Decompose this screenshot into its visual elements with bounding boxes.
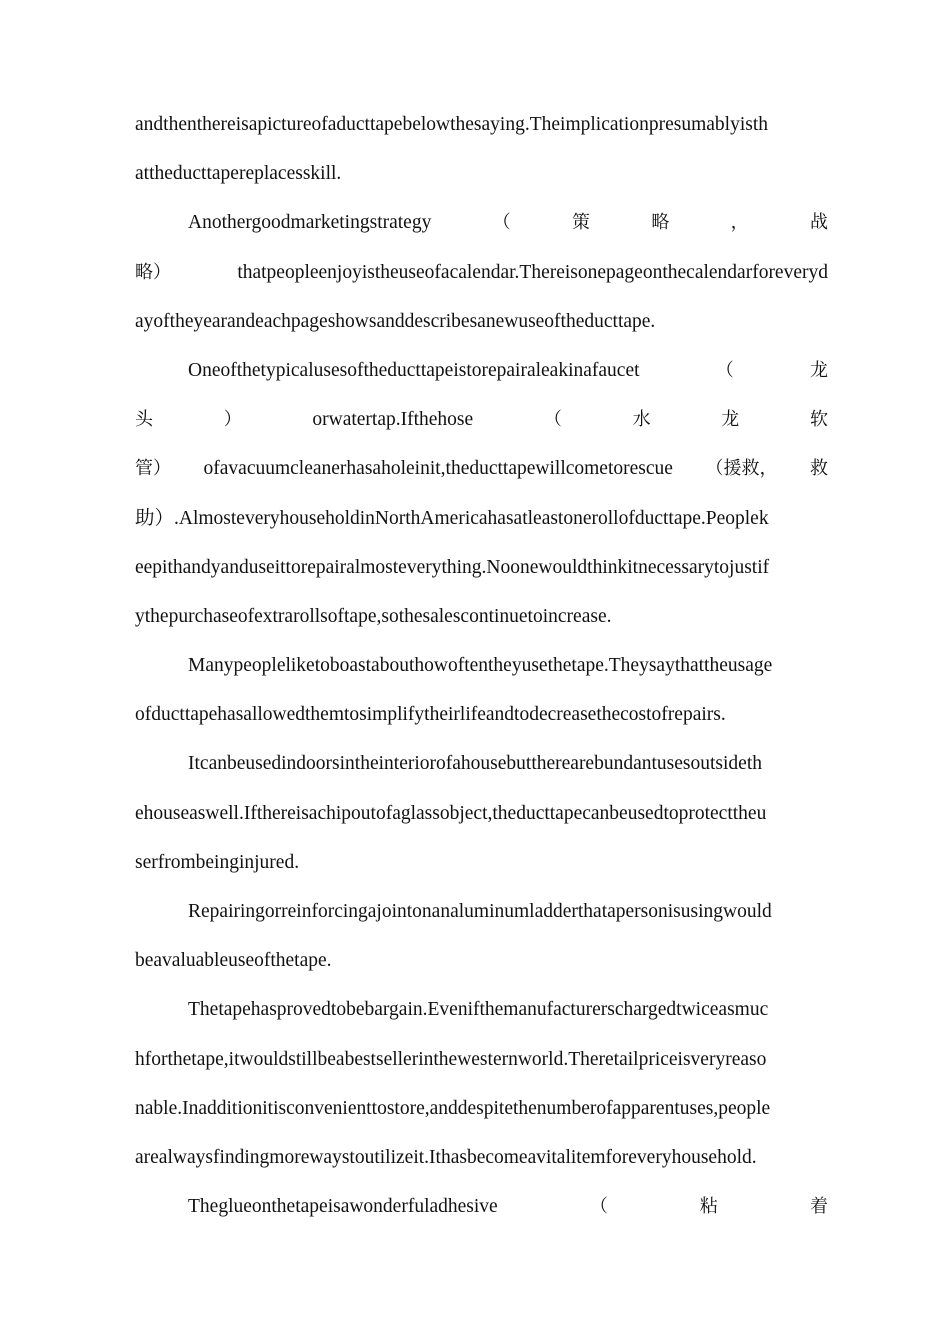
- text-segment: thatpeopleenjoyistheuseofacalendar.Thereisonepageonthecalendarforeveryd: [237, 261, 828, 283]
- text-segment: 略: [651, 212, 670, 234]
- text-segment: Oneofthetypicalusesoftheducttapeistorepairaleakinafaucet: [188, 359, 640, 381]
- text-line: [135, 444, 828, 493]
- body-text: [135, 100, 828, 1231]
- text-line: Itcanbeusedindoorsintheinteriorofahousebuttherearebundantusesoutsideth: [188, 753, 762, 775]
- text-line: ofducttapehasallowedthemtosimplifytheirlifeandtodecreasethecostofrepairs.: [135, 704, 726, 726]
- text-line: ehouseaswell.Ifthereisachipoutofaglassobject,theducttapecanbeusedtoprotecttheu: [135, 802, 767, 824]
- text-line: [135, 395, 828, 444]
- text-segment: （: [715, 359, 734, 381]
- text-line: [135, 248, 828, 297]
- text-segment: 策: [572, 212, 590, 234]
- text-line: arealwaysfindingmorewaystoutilizeit.Ithasbecomeavitalitemforeveryhousehold.: [135, 1146, 757, 1168]
- text-segment: 略）: [135, 261, 171, 283]
- text-line: Manypeopleliketoboastabouthowoftentheyusethetape.Theysaythattheusage: [188, 655, 773, 677]
- text-segment: ）: [223, 409, 242, 431]
- text-line: [135, 1182, 828, 1231]
- text-segment: 头: [135, 409, 153, 431]
- text-segment: Anothergoodmarketingstrategy: [188, 212, 432, 234]
- text-line: [135, 346, 828, 395]
- text-segment: 粘: [699, 1196, 718, 1218]
- text-line: Thetapehasprovedtobebargain.Evenifthemanufacturerschargedtwiceasmuc: [188, 999, 769, 1021]
- text-line: beavaluableuseofthetape.: [135, 950, 332, 972]
- text-segment: （援救，: [705, 458, 778, 480]
- text-segment: （: [492, 212, 511, 234]
- text-line: eepithandyanduseittorepairalmosteverything.Noonewouldthinkitnecessarytojustif: [135, 556, 770, 578]
- text-line: serfrombeinginjured.: [135, 851, 300, 873]
- text-segment: （: [543, 409, 562, 431]
- text-line: attheducttapereplacesskill.: [135, 163, 342, 185]
- text-segment: 软: [809, 409, 828, 431]
- text-segment: 战: [809, 212, 828, 234]
- text-line: 助）.AlmosteveryhouseholdinNorthAmericahasatleastonerollofducttape.Peoplek: [135, 507, 769, 529]
- text-segment: 着: [810, 1196, 828, 1218]
- text-line: ythepurchaseofextrarollsoftape,sothesalescontinuetoincrease.: [135, 605, 612, 627]
- text-segment: 水: [632, 409, 651, 431]
- text-line: andthenthereisapictureofaducttapebelowthesaying.Theimplicationpresumablyisth: [135, 114, 768, 135]
- text-segment: orwatertap.Ifthehose: [312, 409, 474, 431]
- text-segment: ，: [730, 212, 749, 234]
- text-segment: （: [589, 1196, 608, 1218]
- text-line: hforthetape,itwouldstillbeabestsellerinthewesternworld.Theretailpriceisveryreaso: [135, 1048, 767, 1070]
- text-line: ayoftheyearandeachpageshowsanddescribesanewuseoftheducttape.: [135, 310, 656, 332]
- text-segment: 龙: [809, 359, 828, 381]
- text-segment: 龙: [721, 409, 740, 431]
- text-line: [135, 198, 828, 247]
- text-segment: Theglueonthetapeisawonderfuladhesive: [188, 1196, 498, 1218]
- text-segment: 救: [809, 458, 828, 480]
- text-line: nable.Inadditionitisconvenienttostore,anddespitethenumberofapparentuses,people: [135, 1097, 771, 1119]
- text-segment: 管）: [135, 458, 171, 480]
- text-segment: ofavacuumcleanerhasaholeinit,theducttapewillcometorescue: [203, 458, 673, 480]
- text-line: Repairingorreinforcingajointonanaluminumladderthatapersonisusingwould: [188, 901, 772, 922]
